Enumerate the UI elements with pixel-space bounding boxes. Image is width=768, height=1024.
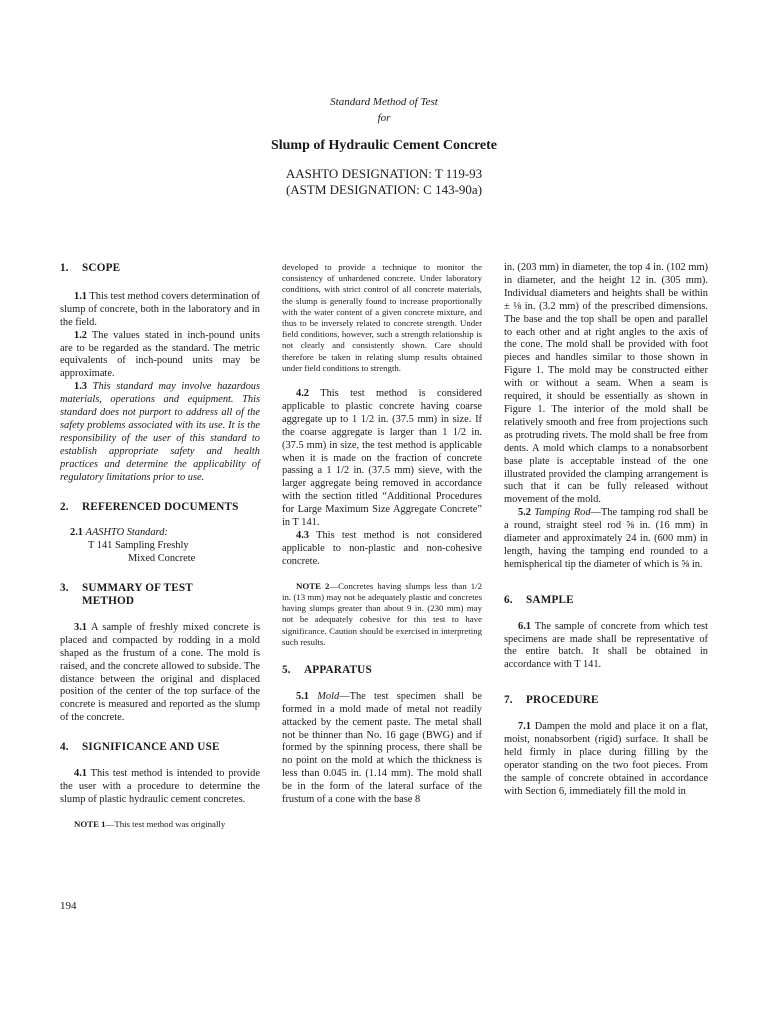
paragraph-4-2: 4.2 This test method is considered applicable to plastic concrete having coarse aggregate up to 1 1/2 in. (37.5 mm) in size. If the coarse aggregate is larger than 1 1/2 in. (37.5 mm) in size, the test method is applicable when it is made on the fraction of concrete passing a 1 1/2 in. (37.5 mm) sieve, with the larger aggregate being removed in accordance with the section titled “Additional Procedures for Large Maximum Size Aggregate Concrete” in T 141. — [282, 388, 482, 529]
column-2 — [282, 262, 482, 807]
note-1-continued: developed to provide a technique to monitor the consistency of unhardened concrete. Under laboratory conditions, with strict control of all concrete materials, the slump is generally found to increase proportionally with the water content of a given concrete mixture, and thus to be inversely related to concrete strength. Under field conditions, however, such a strength relationship is not clearly and consistently shown. Care should therefore be taken in relating slump results obtained under field conditions to strength. — [282, 262, 482, 373]
paragraph-6-1: 6.1 The sample of concrete from which test specimens are made shall be representative of the entire batch. It shall be obtained in accordance with T 141. — [504, 620, 708, 671]
column-3 — [504, 262, 708, 799]
paragraph-1-3: 1.3 This standard may involve hazardous materials, operations and equipment. This standard does not purport to address all of the safety problems associated with its use. It is the responsibility of the user of this standard to establish appropriate safety and health practices and determine the applicability of regulatory limitations prior to use. — [60, 381, 260, 483]
note-1: NOTE 1—This test method was originally — [74, 818, 226, 829]
paragraph-1-2: 1.2 The values stated in inch-pound units are to be regarded as the standard. The metric equivalents of inch-pound units may be approximate. — [60, 329, 260, 380]
aashto-designation: AASHTO DESIGNATION: T 119-93 — [285, 166, 483, 181]
paragraph-5-2: 5.2 Tamping Rod—The tamping rod shall be a round, straight steel rod ⅝ in. (16 mm) in diameter and approximately 24 in. (600 mm) in length, having the tamping end rounded to a hemispherical tip the diameter of which is ⅝ in. — [504, 507, 708, 570]
note-2: NOTE 2—Concretes having slumps less than 1/2 in. (13 mm) may not be adequately plastic and concretes having slumps greater than about 9 in. (230 mm) may not be adequately cohesive for this test to have significance. Caution should be exercised in interpreting such results. — [282, 580, 483, 647]
column-1 — [60, 262, 260, 830]
section-heading-procedure: 7. PROCEDURE — [504, 694, 599, 707]
section-heading-scope: 1. SCOPE — [60, 262, 121, 274]
paragraph-3-1: 3.1 A sample of freshly mixed concrete is placed and compacted by rodding in a mold shaped as the frustum of a cone. The mold is raised, and the concrete allowed to subside. The distance between the original and displaced position of the center of the top surface of the concrete is measured and reported as the slump of the concrete. — [60, 621, 261, 724]
astm-designation: (ASTM DESIGNATION: C 143-90a) — [285, 182, 483, 197]
page-number: 194 — [60, 900, 77, 912]
section-heading-apparatus: 5. APPARATUS — [282, 663, 372, 676]
aashto-standard-label: AASHTO Standard: — [85, 527, 168, 539]
section-heading-summary: 3. SUMMARY OF TEST METHOD — [60, 582, 193, 608]
document-title: Slump of Hydraulic Cement Concrete — [270, 138, 498, 153]
reference-t141-title: Mixed Concrete — [128, 553, 196, 565]
paragraph-1-1: 1.1 This test method covers determination of slump of concrete, both in the laboratory and in the field. — [60, 290, 260, 328]
section-heading-referenced-documents: 2. REFERENCED DOCUMENTS — [60, 500, 239, 513]
referenced-standards: 2.1 AASHTO Standard: T 141 Sampling Freshly Mixed Concrete — [60, 527, 260, 566]
paragraph-4-1: 4.1 This test method is intended to provide the user with a procedure to determine the slump of plastic hydraulic cement concretes. — [60, 768, 260, 805]
section-heading-sample: 6. SAMPLE — [504, 593, 574, 606]
paragraph-5-1: 5.1 Mold—The test specimen shall be formed in a mold made of metal not readily attacked by the cement paste. The metal shall not be thinner than No. 16 gage (BWG) and if formed by the spinning process, there shall be no point on the mold at which the thickness is less than 0.045 in. (1.14 mm). The mold shall be in the form of the lateral surface of the frustum of a cone with the base 8 — [282, 690, 482, 806]
paragraph-5-1-continued: in. (203 mm) in diameter, the top 4 in. (102 mm) in diameter, and the height 12 in. (305 mm). Individual diameters and heights shall be within ± ⅛ in. (3.2 mm) of the prescribed dimensions. The base and the top shall be open and parallel to each other and at right angles to the axis of the cone. The mold shall be provided with foot pieces and handles similar to those shown in Figure 1. The mold may be constructed either with or without a seam. When a seam is required, it should be essentially as shown in Figure 1. The interior of the mold shall be relatively smooth and free from projections such as protruding rivets. The mold shall be free from dents. A mold which clamps to a nonabsorbent base plate is acceptable instead of the one illustrated provided the clamping arrangement is such that it can be fully released without movement of the mold. — [504, 262, 708, 506]
paragraph-7-1: 7.1 Dampen the mold and place it on a flat, moist, nonabsorbent (rigid) surface. It shall be held firmly in place during filling by the operator standing on the two foot pieces. From the sample of concrete obtained in accordance with Section 6, immediately fill the mold in — [504, 721, 708, 797]
paragraph-4-3: 4.3 This test method is not considered applicable to non-plastic and non-cohesive concrete. — [282, 530, 482, 567]
section-heading-significance: 4. SIGNIFICANCE AND USE — [60, 741, 220, 754]
header-line-1: Standard Method of Test — [330, 96, 438, 108]
reference-t141: T 141 Sampling Freshly — [88, 540, 189, 552]
header-line-2: for — [377, 112, 391, 124]
document-header — [0, 94, 768, 198]
